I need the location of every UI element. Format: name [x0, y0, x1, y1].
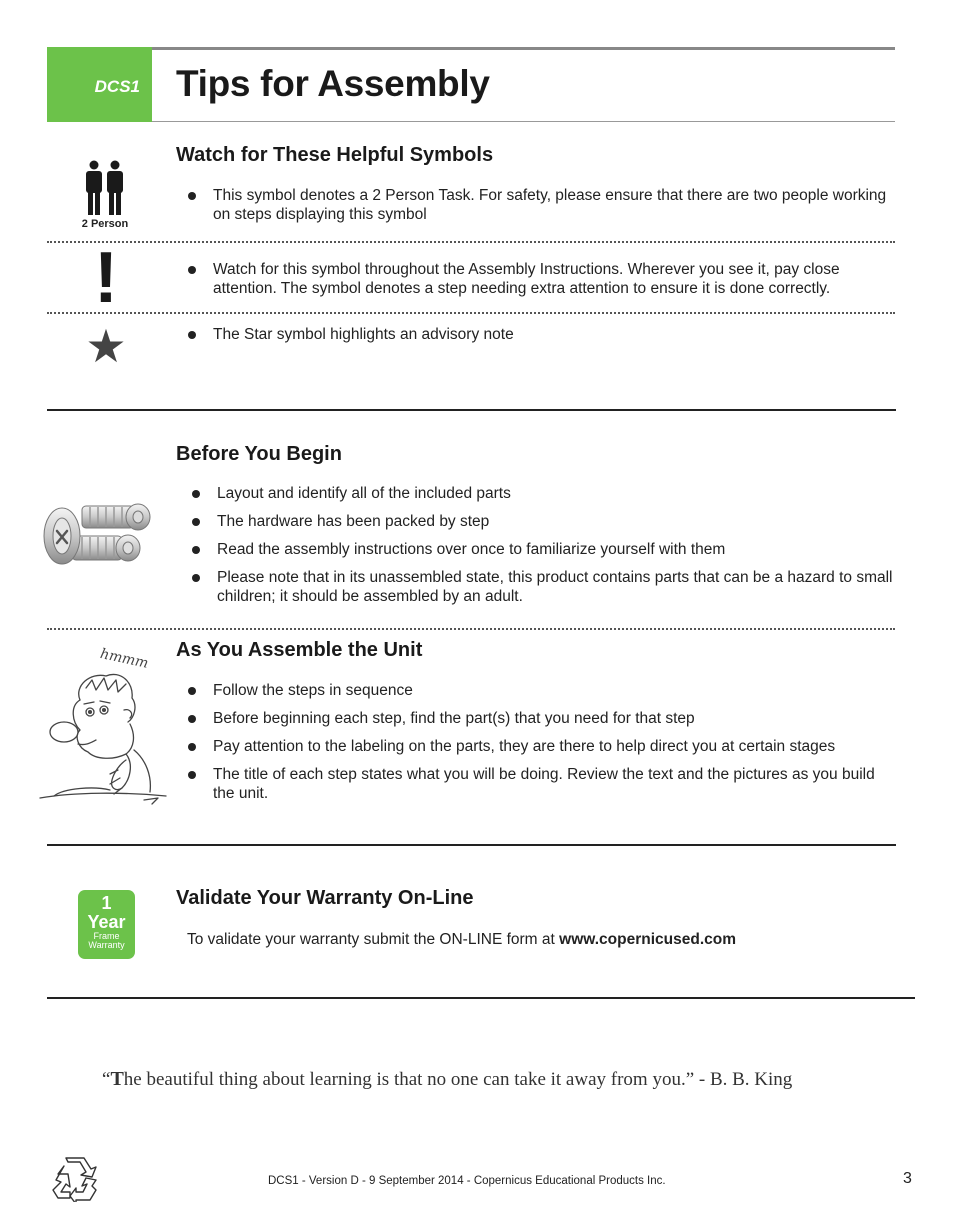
recycle-icon: [50, 1156, 98, 1202]
warranty-badge-unit: Year: [87, 912, 126, 932]
star-note: [176, 325, 896, 344]
list-item: This symbol denotes a 2 Person Task. For safety, please ensure that there are two people working on steps displaying this symbol: [176, 186, 896, 224]
list-item: The hardware has been packed by step: [180, 512, 896, 531]
warranty-text: [187, 931, 736, 949]
warranty-heading: Validate Your Warranty On-Line: [176, 887, 474, 909]
two-person-note: [176, 186, 896, 224]
list-item: Follow the steps in sequence: [176, 681, 896, 700]
hardware-bolts-icon: [42, 500, 154, 570]
section-divider: [47, 844, 896, 846]
dotted-divider: [47, 241, 895, 243]
header-code-tab: [47, 47, 152, 122]
quote-first-letter: T: [110, 1068, 124, 1090]
thinking-man-illustration: [34, 660, 170, 810]
assemble-list: [176, 681, 896, 803]
symbols-heading: Watch for These Helpful Symbols: [176, 144, 494, 166]
list-item: Layout and identify all of the included parts: [180, 484, 896, 503]
footer-text: DCS1 - Version D - 9 September 2014 - Copernicus Educational Products Inc.: [268, 1175, 666, 1187]
section-divider: [47, 409, 896, 411]
page-number: 3: [903, 1170, 912, 1187]
star-icon: ★: [85, 319, 127, 373]
quote-open-mark: “: [102, 1069, 111, 1090]
thinking-text: hmmm: [98, 646, 150, 672]
warranty-badge-line1: Frame: [93, 931, 120, 941]
warranty-instruction: To validate your warranty submit the ON-LINE form at: [187, 931, 560, 948]
list-item: Please note that in its unassembled state, this product contains parts that can be a hazard to small children; it should be assembled by an adult.: [180, 568, 896, 606]
section-divider: [47, 997, 915, 999]
two-person-label: 2 Person: [81, 218, 129, 230]
exclamation-icon: !: [94, 238, 118, 318]
warranty-badge: [78, 890, 135, 959]
list-item: Watch for this symbol throughout the Assembly Instructions. Wherever you see it, pay close attention. The symbol denotes a step needing extra attention to ensure it is done correctly.: [176, 260, 896, 298]
before-heading: Before You Begin: [176, 443, 342, 465]
attention-note: [176, 260, 896, 298]
list-item: Read the assembly instructions over once to familiarize yourself with them: [180, 540, 896, 559]
header-bottom-rule: [152, 121, 895, 122]
page-title: Tips for Assembly: [176, 63, 490, 104]
list-item: The Star symbol highlights an advisory note: [176, 325, 896, 344]
warranty-url[interactable]: www.copernicused.com: [559, 931, 736, 948]
dotted-divider: [47, 312, 895, 314]
before-list: [180, 484, 896, 606]
warranty-badge-line2: Warranty: [88, 940, 125, 950]
quote: [102, 1068, 792, 1091]
header-top-rule: [152, 47, 895, 50]
warranty-badge-number: 1: [101, 893, 112, 913]
dotted-divider: [47, 628, 895, 630]
quote-text: he beautiful thing about learning is that no one can take it away from you.” - B. B. King: [123, 1069, 793, 1090]
two-person-icon: [84, 160, 126, 216]
list-item: Before beginning each step, find the part(s) that you need for that step: [176, 709, 896, 728]
list-item: Pay attention to the labeling on the parts, they are there to help direct you at certain stages: [176, 737, 896, 756]
list-item: The title of each step states what you will be doing. Review the text and the pictures as you build the unit.: [176, 765, 896, 803]
assemble-heading: As You Assemble the Unit: [176, 639, 423, 661]
header-code: DCS1: [94, 77, 140, 96]
